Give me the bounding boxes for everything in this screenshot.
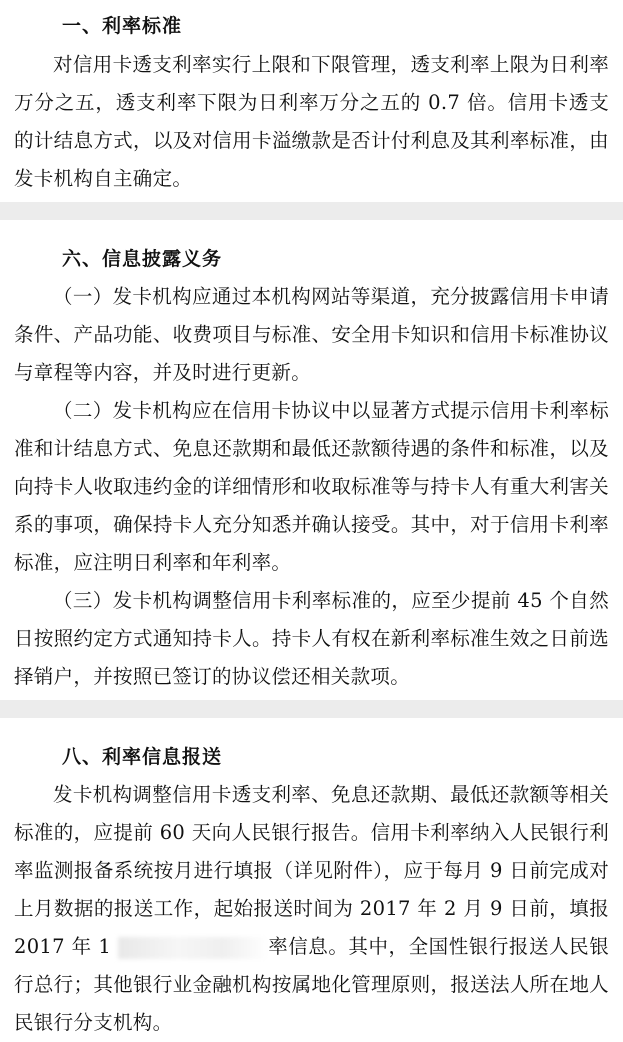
section-divider bbox=[0, 700, 623, 718]
section-heading: 一、利率标准 bbox=[62, 15, 183, 37]
blurred-region bbox=[118, 937, 268, 959]
section-paragraph: （三）发卡机构调整信用卡利率标准的，应至少提前 45 个自然日按照约定方式通知持卡人。持卡人有权在新利率标准生效之日前选择销户，并按照已签订的协议偿还相关款项。 bbox=[14, 589, 609, 688]
paragraph-text-after-blur: 率信息。其中，全国性银行报送人民银行总行；其他银行业金融机构按属地化管理原则，报送法人所在地人民银行分支机构。 bbox=[14, 935, 609, 1034]
section-information-disclosure bbox=[0, 220, 623, 700]
section-paragraph: （二）发卡机构应在信用卡协议中以显著方式提示信用卡利率标准和计结息方式、免息还款期和最低还款额待遇的条件和标准，以及向持卡人收取违约金的详细情形和收取标准等与持卡人有重大利害关系的事项，确保持卡人充分知悉并确认接受。其中，对于信用卡利率标准，应注明日利率和年利率。 bbox=[14, 399, 609, 574]
section-divider bbox=[0, 202, 623, 220]
section-paragraph: 对信用卡透支利率实行上限和下限管理，透支利率上限为日利率万分之五，透支利率下限为日利率万分之五的 0.7 倍。信用卡透支的计结息方式，以及对信用卡溢缴款是否计付利息及其利率标准，由发卡机构自主确定。 bbox=[14, 53, 609, 190]
section-interest-rate-standard bbox=[0, 0, 623, 202]
section-heading: 八、利率信息报送 bbox=[62, 746, 223, 768]
paragraph-text-before-blur: 发卡机构调整信用卡透支利率、免息还款期、最低还款额等相关标准的，应提前 60 天向人民银行报告。信用卡利率纳入人民银行利率监测报备系统按月进行填报（详见附件），应于每月 9 日前完成对上月数据的报送工作，起始报送时间为 2017 年 2 月 9 日前，填报 2017 年 1 bbox=[14, 783, 609, 958]
section-rate-reporting bbox=[0, 718, 623, 1042]
section-paragraph bbox=[14, 776, 609, 1042]
section-paragraph: （一）发卡机构应通过本机构网站等渠道，充分披露信用卡申请条件、产品功能、收费项目与标准、安全用卡知识和信用卡标准协议与章程等内容，并及时进行更新。 bbox=[14, 285, 609, 384]
section-heading: 六、信息披露义务 bbox=[62, 248, 223, 270]
